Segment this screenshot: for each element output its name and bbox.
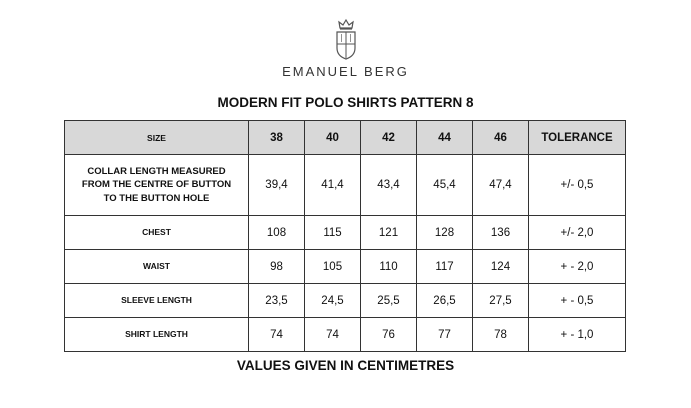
table-cell: 128 — [417, 216, 473, 250]
table-cell: 108 — [249, 216, 305, 250]
table-cell: 45,4 — [417, 155, 473, 216]
table-cell: 105 — [305, 250, 361, 284]
size-chart-table — [64, 120, 626, 352]
row-label: SLEEVE LENGTH — [65, 284, 249, 318]
table-cell: 76 — [361, 318, 417, 352]
table-cell: 78 — [473, 318, 529, 352]
tolerance-cell: + - 1,0 — [529, 318, 626, 352]
page-title: MODERN FIT POLO SHIRTS PATTERN 8 — [217, 95, 474, 110]
size-column-header: 40 — [305, 121, 361, 155]
row-label-line: FROM THE CENTRE OF BUTTON — [81, 179, 232, 191]
size-header: SIZE — [65, 121, 249, 155]
table-row — [65, 216, 626, 250]
table-cell: 115 — [305, 216, 361, 250]
brand-logo — [0, 18, 691, 60]
table-cell: 117 — [417, 250, 473, 284]
tolerance-cell: + - 2,0 — [529, 250, 626, 284]
row-label: WAIST — [65, 250, 249, 284]
row-label-line: TO THE BUTTON HOLE — [103, 192, 210, 204]
header-row — [65, 121, 626, 155]
crown-crest-icon — [334, 18, 358, 60]
table-cell: 74 — [249, 318, 305, 352]
table-cell: 39,4 — [249, 155, 305, 216]
brand-name: EMANUEL BERG — [282, 64, 409, 79]
table-cell: 124 — [473, 250, 529, 284]
table-cell: 27,5 — [473, 284, 529, 318]
table-cell: 136 — [473, 216, 529, 250]
table-cell: 25,5 — [361, 284, 417, 318]
size-column-header: 42 — [361, 121, 417, 155]
size-column-header: 38 — [249, 121, 305, 155]
table-cell: 26,5 — [417, 284, 473, 318]
tolerance-cell: +/- 0,5 — [529, 155, 626, 216]
row-label — [65, 155, 249, 216]
row-label: CHEST — [65, 216, 249, 250]
table-cell: 121 — [361, 216, 417, 250]
table-cell: 47,4 — [473, 155, 529, 216]
size-column-header: 46 — [473, 121, 529, 155]
table-cell: 41,4 — [305, 155, 361, 216]
table-cell: 74 — [305, 318, 361, 352]
table-row — [65, 318, 626, 352]
table-row — [65, 284, 626, 318]
table-cell: 77 — [417, 318, 473, 352]
tolerance-cell: +/- 2,0 — [529, 216, 626, 250]
units-note: VALUES GIVEN IN CENTIMETRES — [236, 358, 455, 373]
tolerance-header: TOLERANCE — [529, 121, 626, 155]
row-label-line: COLLAR LENGTH MEASURED — [87, 165, 226, 177]
table-row — [65, 155, 626, 216]
table-cell: 23,5 — [249, 284, 305, 318]
row-label: SHIRT LENGTH — [65, 318, 249, 352]
table-cell: 24,5 — [305, 284, 361, 318]
table-cell: 110 — [361, 250, 417, 284]
table-cell: 43,4 — [361, 155, 417, 216]
tolerance-cell: + - 0,5 — [529, 284, 626, 318]
table-row — [65, 250, 626, 284]
size-column-header: 44 — [417, 121, 473, 155]
table-cell: 98 — [249, 250, 305, 284]
